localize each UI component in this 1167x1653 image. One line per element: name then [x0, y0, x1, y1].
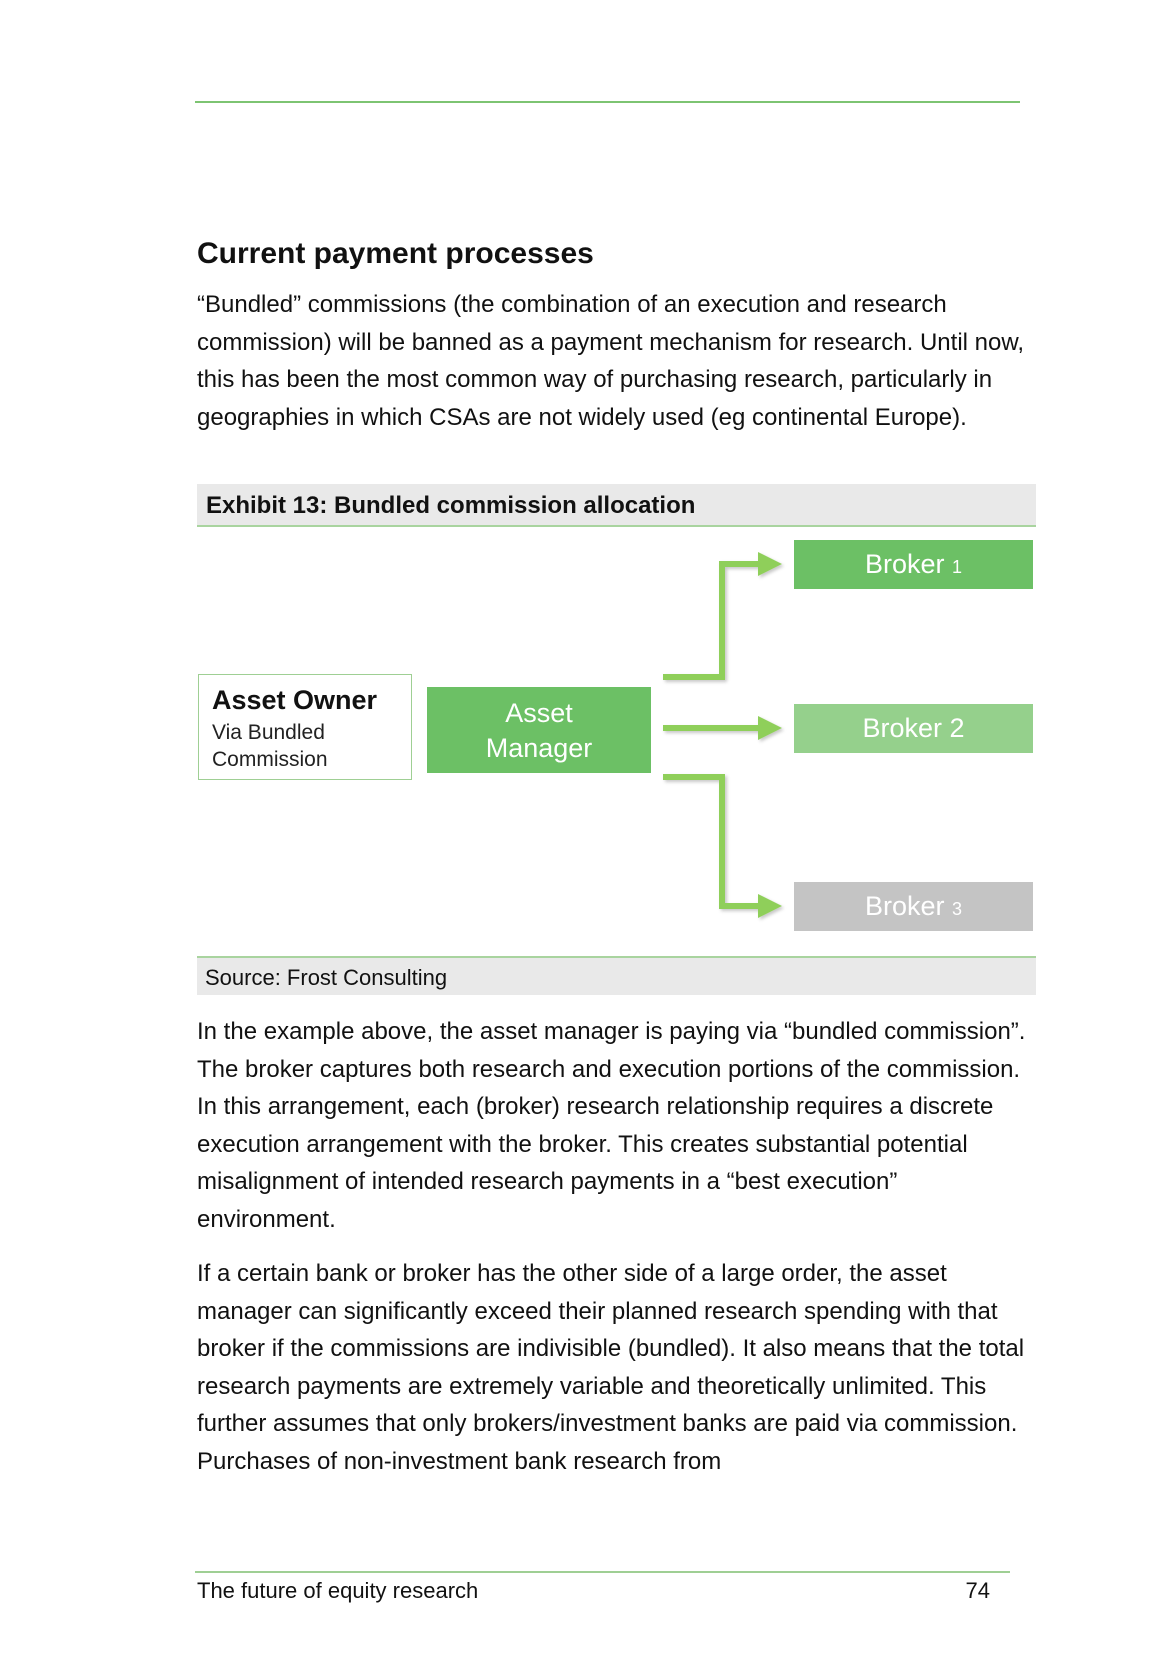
asset-manager-line-1: Asset: [505, 698, 573, 728]
section-title: Current payment processes: [197, 237, 594, 270]
header-rule: [195, 101, 1020, 103]
exhibit-title: Exhibit 13: Bundled commission allocation: [206, 492, 696, 519]
asset-manager-box: [427, 687, 651, 773]
arrow-to-broker-1: [663, 564, 762, 677]
broker-1-box: [794, 540, 1033, 589]
broker-2-label: Broker 2: [862, 713, 965, 743]
body-paragraph-1: In the example above, the asset manager is paying via “bundled commission”. The broker captures both research and execution portions of the commission. In this arrangement, each (broker) research relationship requires a discrete execution arrangement with the broker. This creates substantial potential misalignment of intended research payments in a “best execution” environment.: [197, 1018, 1026, 1233]
asset-manager-line-2: Manager: [485, 733, 593, 763]
asset-owner-box: [198, 674, 412, 780]
exhibit-source: Source: Frost Consulting: [205, 965, 448, 990]
arrow-to-broker-3: [663, 777, 762, 906]
broker-3-box: [794, 882, 1033, 931]
intro-paragraph: “Bundled” commissions (the combination of an execution and research commission) will be banned as a payment mechanism for research. Until now, this has been the most common way of purchasing research, particularly in geographies in which CSAs are not widely used (eg continental Europe).: [197, 291, 1025, 431]
broker-1-number: 1: [952, 557, 963, 577]
arrowhead-broker-1: [758, 552, 782, 576]
broker-1-label: Broker: [864, 549, 945, 579]
footer-title: The future of equity research: [197, 1578, 479, 1603]
body-paragraph-2: If a certain bank or broker has the other side of a large order, the asset manager can significantly exceed their planned research spending with that broker if the commissions are indivisible (bundled). It also means that the total research payments are extremely variable and theoretically unlimited. This further assumes that only brokers/investment banks are paid via commission. Purchases of non-investment bank research from: [197, 1260, 1025, 1475]
asset-owner-title: Asset Owner: [212, 685, 378, 715]
exhibit-source-bar: [197, 956, 1036, 995]
broker-3-label: Broker: [864, 891, 945, 921]
broker-2-box: [794, 704, 1033, 753]
exhibit-header: [197, 484, 1036, 527]
arrowhead-broker-3: [758, 894, 782, 918]
asset-owner-subtitle: Via Bundled Commission: [212, 721, 328, 771]
page-number: 74: [965, 1578, 990, 1603]
arrowhead-broker-2: [758, 716, 782, 740]
broker-3-number: 3: [952, 899, 963, 919]
footer-rule: [195, 1571, 1010, 1573]
